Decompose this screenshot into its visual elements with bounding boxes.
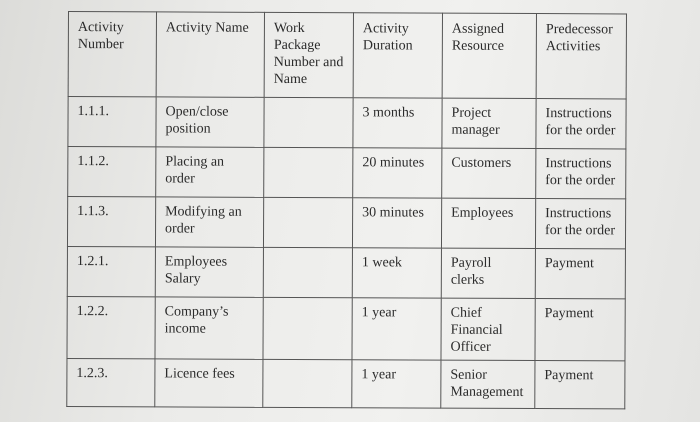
header-predecessor-activities: Predecessor Activities bbox=[536, 14, 626, 99]
table-header-row bbox=[68, 12, 626, 99]
header-work-package: Work Package Number and Name bbox=[264, 12, 353, 97]
cell-activity-number: 1.2.3. bbox=[67, 358, 155, 406]
table-row bbox=[68, 147, 626, 199]
cell-work-package bbox=[263, 297, 352, 359]
cell-activity-duration: 1 year bbox=[352, 298, 441, 360]
cell-predecessor-activities: Instructions for the order bbox=[536, 149, 626, 199]
cell-predecessor-activities: Payment bbox=[535, 361, 625, 409]
cell-assigned-resource: Payroll clerks bbox=[441, 248, 535, 298]
cell-activity-number: 1.1.1. bbox=[68, 97, 156, 147]
activity-table bbox=[66, 11, 627, 409]
cell-activity-number: 1.2.2. bbox=[67, 296, 155, 358]
table-row bbox=[67, 246, 625, 298]
cell-activity-name: Modifying an order bbox=[155, 197, 263, 247]
cell-activity-duration: 30 minutes bbox=[352, 198, 441, 248]
cell-activity-name: Employees Salary bbox=[155, 247, 263, 297]
table-row bbox=[67, 197, 625, 249]
cell-work-package bbox=[264, 97, 353, 147]
header-assigned-resource: Assigned Resource bbox=[442, 13, 536, 98]
cell-activity-duration: 1 year bbox=[352, 360, 441, 408]
cell-activity-duration: 20 minutes bbox=[353, 148, 442, 198]
cell-predecessor-activities: Instructions for the order bbox=[535, 199, 625, 249]
table-row bbox=[67, 358, 625, 408]
cell-assigned-resource: Employees bbox=[441, 198, 535, 248]
cell-predecessor-activities: Payment bbox=[535, 299, 625, 361]
cell-activity-name: Placing an order bbox=[156, 147, 264, 197]
table-row bbox=[67, 296, 625, 360]
cell-activity-duration: 3 months bbox=[353, 98, 442, 148]
cell-activity-name: Open/close position bbox=[156, 97, 264, 147]
cell-activity-name: Licence fees bbox=[155, 359, 263, 407]
cell-activity-name: Company’s income bbox=[155, 297, 263, 359]
cell-assigned-resource: Senior Management bbox=[441, 360, 535, 408]
header-activity-name: Activity Name bbox=[156, 12, 264, 97]
cell-assigned-resource: Chief Financial Officer bbox=[441, 298, 535, 360]
table-row bbox=[68, 97, 626, 149]
cell-assigned-resource: Customers bbox=[442, 148, 536, 198]
header-activity-duration: Activity Duration bbox=[353, 13, 442, 98]
cell-work-package bbox=[263, 197, 352, 247]
header-activity-number: Activity Number bbox=[68, 12, 156, 97]
cell-predecessor-activities: Instructions for the order bbox=[536, 99, 626, 149]
cell-activity-duration: 1 week bbox=[352, 248, 441, 298]
cell-activity-number: 1.1.2. bbox=[68, 147, 156, 197]
cell-work-package bbox=[263, 359, 352, 407]
cell-predecessor-activities: Payment bbox=[535, 249, 625, 299]
cell-assigned-resource: Project manager bbox=[442, 98, 536, 148]
cell-activity-number: 1.1.3. bbox=[67, 197, 155, 247]
cell-work-package bbox=[264, 147, 353, 197]
cell-activity-number: 1.2.1. bbox=[67, 246, 155, 296]
cell-work-package bbox=[263, 247, 352, 297]
